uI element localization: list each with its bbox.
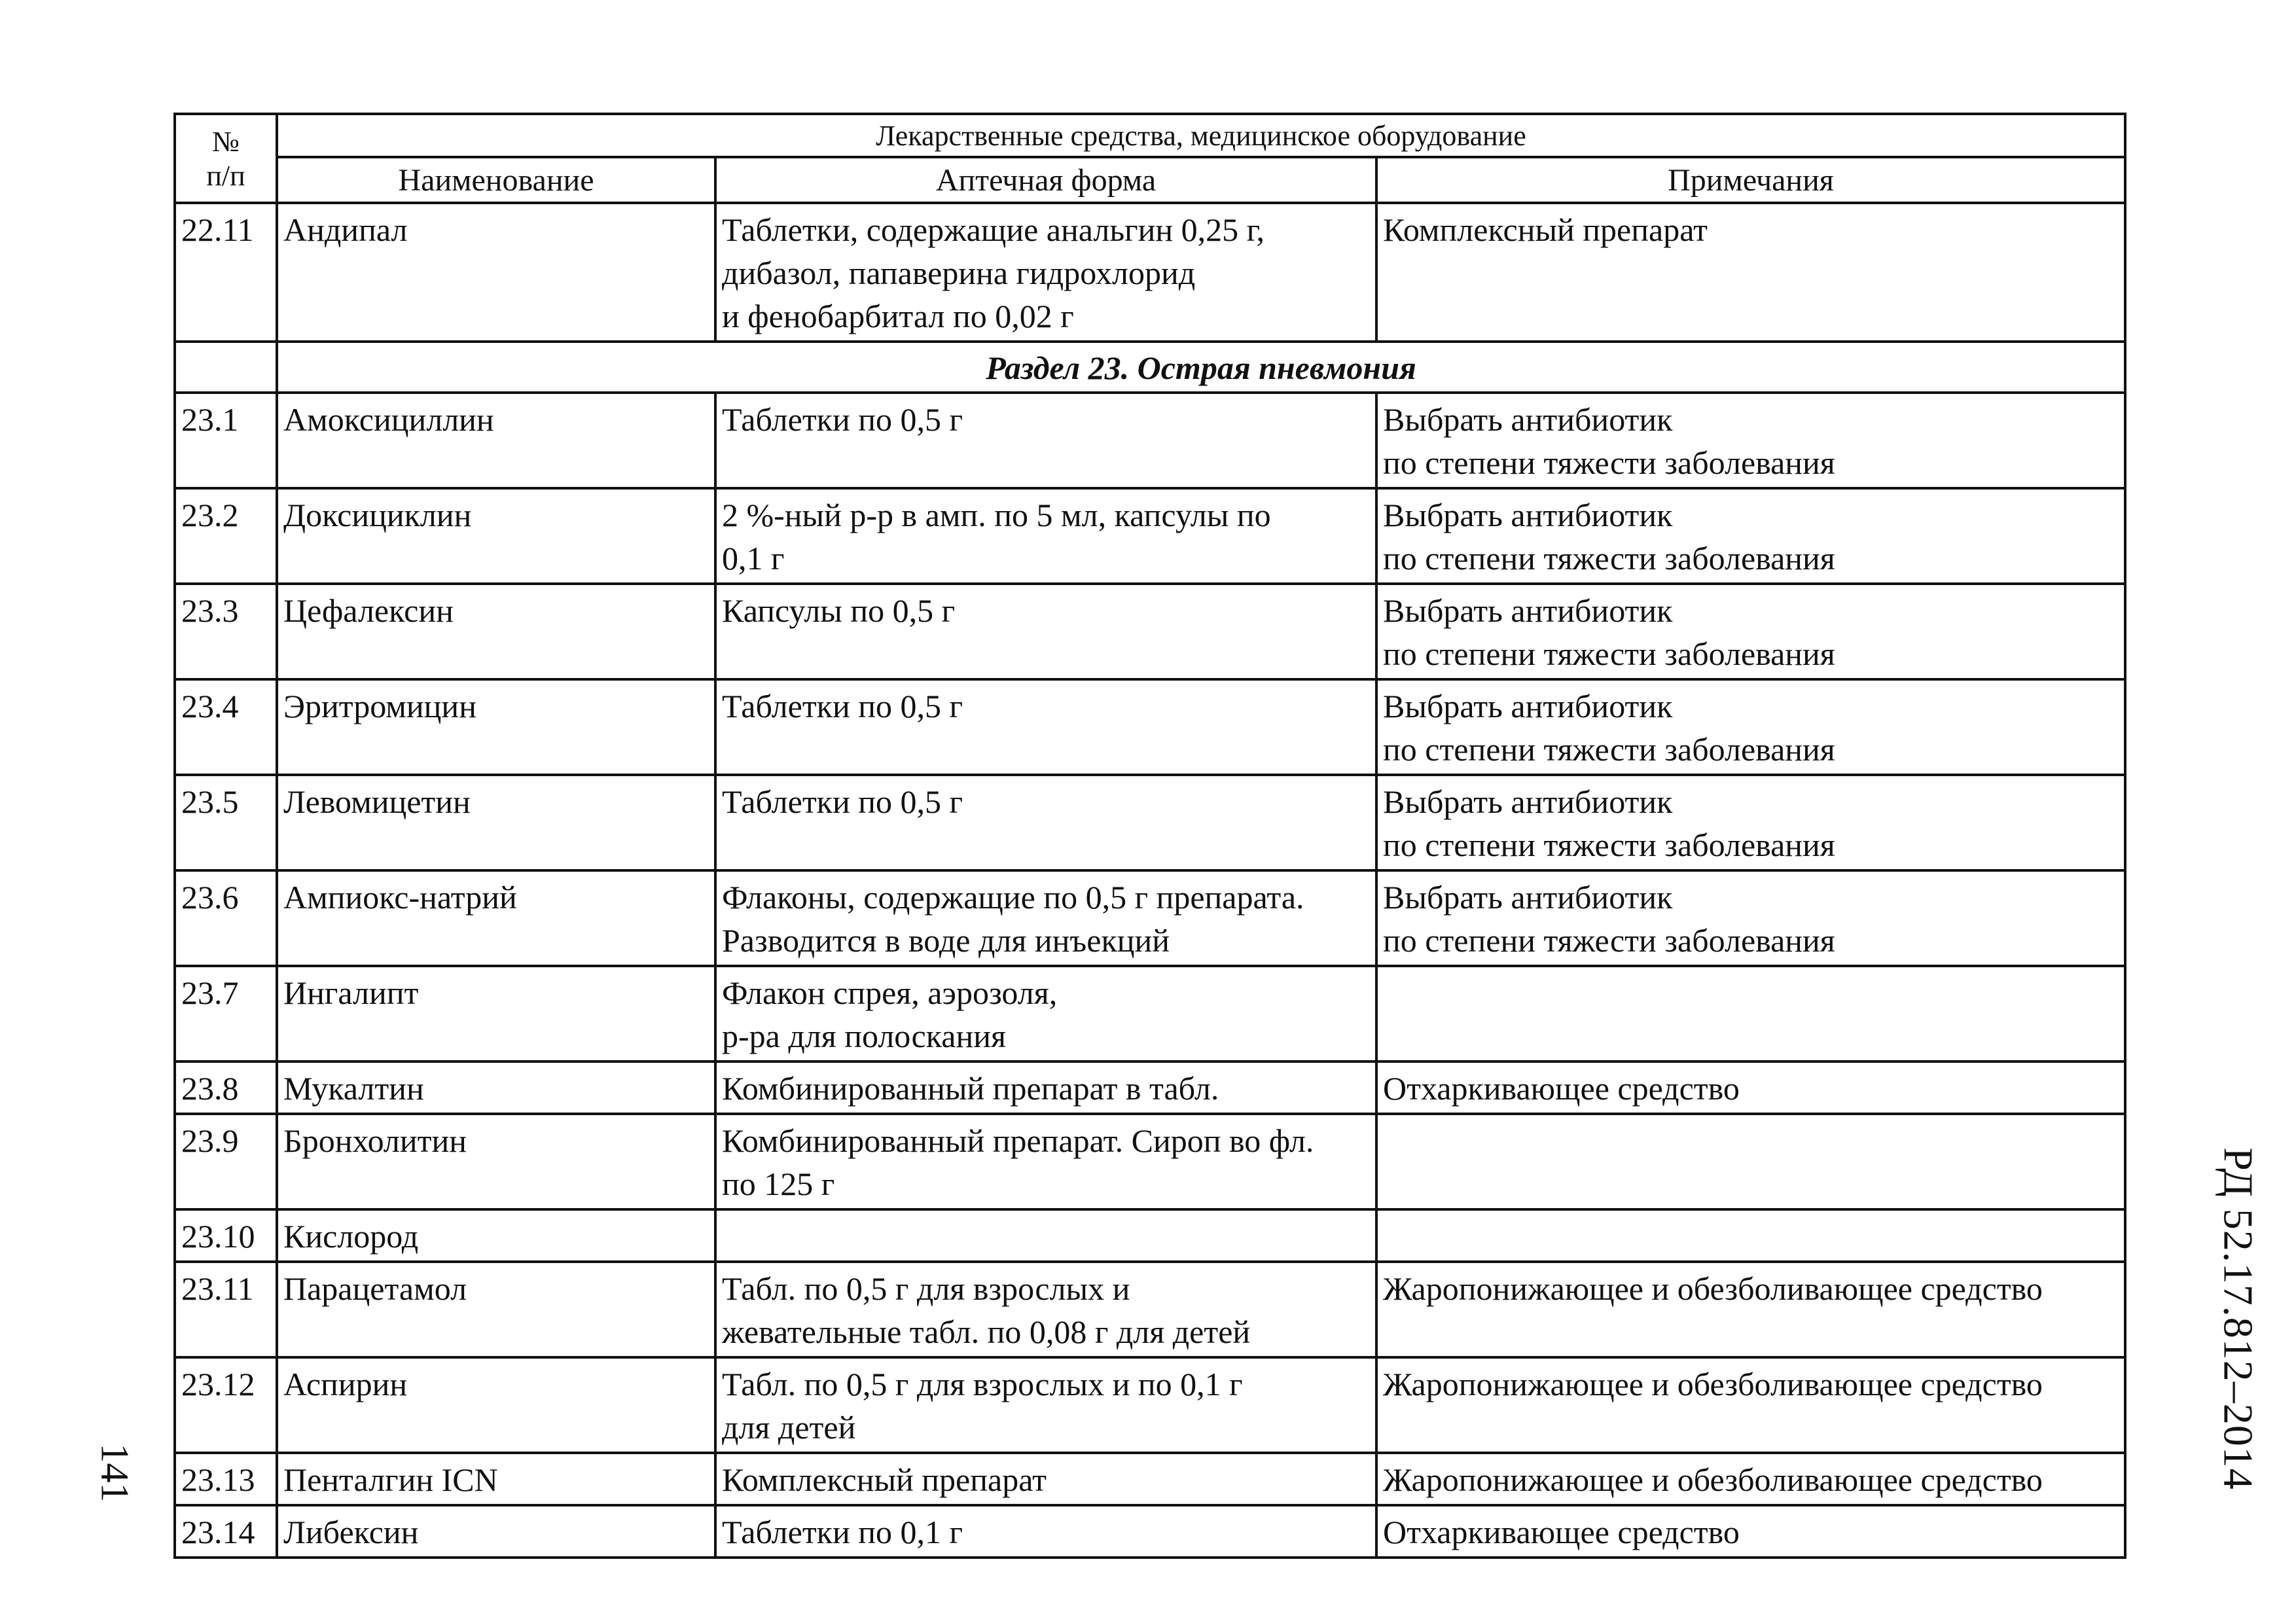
row-form: Таблетки по 0,5 г bbox=[715, 393, 1376, 488]
row-note: Выбрать антибиотик по степени тяжести заболевания bbox=[1376, 679, 2125, 775]
section-number-cell bbox=[175, 342, 277, 393]
section-title: Раздел 23. Острая пневмония bbox=[986, 349, 1416, 386]
header-group-label: Лекарственные средства, медицинское оборудование bbox=[277, 114, 2125, 157]
table-row bbox=[175, 1357, 2125, 1453]
row-form: Таблетки по 0,1 г bbox=[715, 1505, 1376, 1558]
table-row bbox=[175, 584, 2125, 679]
table-row bbox=[175, 1453, 2125, 1505]
row-form: Табл. по 0,5 г для взрослых и жевательные табл. по 0,08 г для детей bbox=[715, 1262, 1376, 1357]
table-row bbox=[175, 870, 2125, 966]
row-number: 23.11 bbox=[175, 1262, 277, 1357]
row-form: Капсулы по 0,5 г bbox=[715, 584, 1376, 679]
row-name: Аспирин bbox=[277, 1357, 715, 1453]
row-form: Таблетки по 0,5 г bbox=[715, 679, 1376, 775]
table-row bbox=[175, 1209, 2125, 1262]
page-number-text: 141 bbox=[93, 1443, 137, 1502]
header-name: Наименование bbox=[277, 157, 715, 203]
row-form: Таблетки, содержащие анальгин 0,25 г, дибазол, папаверина гидрохлорид и фенобарбитал по 0,02 г bbox=[715, 203, 1376, 342]
row-name: Либексин bbox=[277, 1505, 715, 1558]
row-note: Выбрать антибиотик по степени тяжести заболевания bbox=[1376, 584, 2125, 679]
row-name: Андипал bbox=[277, 203, 715, 342]
row-name: Цефалексин bbox=[277, 584, 715, 679]
row-name: Бронхолитин bbox=[277, 1114, 715, 1209]
row-name: Парацетамол bbox=[277, 1262, 715, 1357]
row-note: Жаропонижающее и обезболивающее средство bbox=[1376, 1357, 2125, 1453]
row-name: Доксициклин bbox=[277, 488, 715, 584]
table-row bbox=[175, 1505, 2125, 1558]
row-name: Ингалипт bbox=[277, 966, 715, 1061]
table-row bbox=[175, 203, 2125, 342]
row-name: Пенталгин ICN bbox=[277, 1453, 715, 1505]
row-number: 23.12 bbox=[175, 1357, 277, 1453]
row-number: 23.3 bbox=[175, 584, 277, 679]
header-row-group bbox=[175, 114, 2125, 157]
header-note: Примечания bbox=[1376, 157, 2125, 203]
row-form: Флакон спрея, аэрозоля, р-ра для полоскания bbox=[715, 966, 1376, 1061]
row-note: Выбрать антибиотик по степени тяжести заболевания bbox=[1376, 870, 2125, 966]
row-note: Выбрать антибиотик по степени тяжести заболевания bbox=[1376, 775, 2125, 870]
table-row bbox=[175, 393, 2125, 488]
row-note: Отхаркивающее средство bbox=[1376, 1061, 2125, 1114]
row-form: Флаконы, содержащие по 0,5 г препарата. Разводится в воде для инъекций bbox=[715, 870, 1376, 966]
row-note: Отхаркивающее средство bbox=[1376, 1505, 2125, 1558]
row-note: Жаропонижающее и обезболивающее средство bbox=[1376, 1262, 2125, 1357]
row-name: Эритромицин bbox=[277, 679, 715, 775]
row-note: Жаропонижающее и обезболивающее средство bbox=[1376, 1453, 2125, 1505]
table-row bbox=[175, 488, 2125, 584]
row-number: 23.8 bbox=[175, 1061, 277, 1114]
row-number: 23.7 bbox=[175, 966, 277, 1061]
row-form bbox=[715, 1209, 1376, 1262]
row-form: Комбинированный препарат. Сироп во фл. по 125 г bbox=[715, 1114, 1376, 1209]
row-number: 23.5 bbox=[175, 775, 277, 870]
row-note: Комплексный препарат bbox=[1376, 203, 2125, 342]
table-row bbox=[175, 1262, 2125, 1357]
row-name: Амоксициллин bbox=[277, 393, 715, 488]
row-number: 23.2 bbox=[175, 488, 277, 584]
row-number: 22.11 bbox=[175, 203, 277, 342]
row-form: Комплексный препарат bbox=[715, 1453, 1376, 1505]
row-form: Таблетки по 0,5 г bbox=[715, 775, 1376, 870]
row-number: 23.13 bbox=[175, 1453, 277, 1505]
row-name: Левомицетин bbox=[277, 775, 715, 870]
header-number-cell: № п/п bbox=[175, 114, 277, 203]
table-row bbox=[175, 1114, 2125, 1209]
table-row bbox=[175, 679, 2125, 775]
row-note: Выбрать антибиотик по степени тяжести заболевания bbox=[1376, 393, 2125, 488]
row-number: 23.10 bbox=[175, 1209, 277, 1262]
row-note bbox=[1376, 1209, 2125, 1262]
section-title-cell bbox=[277, 342, 2125, 393]
row-note bbox=[1376, 1114, 2125, 1209]
section-row bbox=[175, 342, 2125, 393]
row-name: Кислород bbox=[277, 1209, 715, 1262]
table-row bbox=[175, 775, 2125, 870]
page-number bbox=[85, 1427, 144, 1518]
header-form: Аптечная форма bbox=[715, 157, 1376, 203]
row-number: 23.4 bbox=[175, 679, 277, 775]
row-name: Мукалтин bbox=[277, 1061, 715, 1114]
table-row bbox=[175, 966, 2125, 1061]
header-row-columns bbox=[175, 157, 2125, 203]
document-code bbox=[2206, 1116, 2271, 1522]
row-name: Ампиокс-натрий bbox=[277, 870, 715, 966]
row-number: 23.9 bbox=[175, 1114, 277, 1209]
row-number: 23.14 bbox=[175, 1505, 277, 1558]
row-note: Выбрать антибиотик по степени тяжести заболевания bbox=[1376, 488, 2125, 584]
row-form: 2 %-ный р-р в амп. по 5 мл, капсулы по 0,1 г bbox=[715, 488, 1376, 584]
row-form: Комбинированный препарат в табл. bbox=[715, 1061, 1376, 1114]
row-form: Табл. по 0,5 г для взрослых и по 0,1 г для детей bbox=[715, 1357, 1376, 1453]
row-number: 23.6 bbox=[175, 870, 277, 966]
table-row bbox=[175, 1061, 2125, 1114]
medicines-table bbox=[173, 113, 2126, 1559]
document-code-text: РД 52.17.812–2014 bbox=[2215, 1147, 2262, 1490]
row-number: 23.1 bbox=[175, 393, 277, 488]
row-note bbox=[1376, 966, 2125, 1061]
